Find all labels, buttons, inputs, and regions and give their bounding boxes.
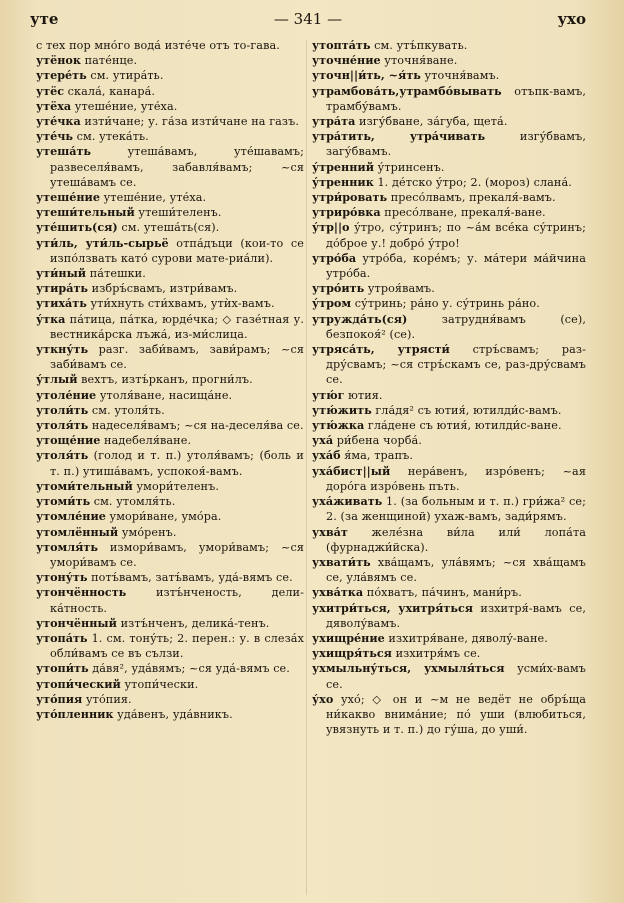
dictionary-entry: [36, 38, 304, 53]
entry-headword: утомле́ние: [36, 509, 106, 524]
entry-definition: 1. (за больным и т. п.) гри́жа² се; 2. (за женщиной) ухаж-вамъ, зади́рямъ.: [326, 495, 586, 524]
entry-definition: измори́вамъ, умори́вамъ; ~ся умори́вамъ се.: [50, 540, 304, 569]
dictionary-entry: [312, 220, 586, 250]
dictionary-entry: [312, 388, 586, 403]
entry-headword: утеша́ть: [36, 144, 92, 159]
entry-definition: надеселя́вамъ; ~ся на-деселя́ва се.: [88, 419, 304, 433]
entry-definition: нера́венъ, изро́венъ; ~ая доро́га изро́вень пъть.: [326, 464, 586, 493]
entry-definition: пате́нце.: [80, 54, 138, 68]
entry-definition: ухо́; ◇ он и ~м не ведёт не обръ́ща ни́какво внима́ние; по́ уши (влюбиться, увязнуть и т. п.) до гу́ша, до уши́.: [326, 692, 586, 737]
entry-definition: пресо́лване, прекаля́-ване.: [380, 206, 546, 220]
running-header: [30, 10, 586, 32]
entry-headword: утри́ровать: [312, 190, 388, 205]
entry-definition: изхитря́ване, дяволу́-ване.: [384, 631, 548, 645]
dictionary-entry: [36, 281, 304, 296]
entry-headword: утряса́ть, утрясти́: [312, 342, 450, 357]
entry-headword: ухмыльну́ться, ухмыля́ться: [312, 661, 505, 676]
entry-headword: утоще́ние: [36, 433, 101, 448]
dictionary-entry: [36, 661, 304, 676]
dictionary-entry: [312, 555, 586, 585]
dictionary-entry: [312, 68, 586, 83]
dictionary-entry: [36, 525, 304, 540]
entry-definition: уточня́ване.: [380, 54, 458, 68]
entry-definition: па́тица, па́тка, юрде́чка; ◇ газе́тная у. вестника́рска лъжа́, из-ми́слица.: [50, 312, 304, 341]
entry-headword: утеши́тельный: [36, 205, 135, 220]
dictionary-entry: [312, 464, 586, 494]
entry-headword: ути́ль, ути́ль-сырьё: [36, 235, 169, 250]
entry-headword: утёха: [36, 98, 72, 113]
entry-definition: утеша́вамъ, уте́шавамъ; развеселя́вамъ, забавля́вамъ; ~ся утеша́вамъ се.: [50, 145, 304, 189]
entry-definition: да́вя², уда́вямъ; ~ся уда́-вямъ се.: [88, 662, 290, 676]
dictionary-entry: [36, 479, 304, 494]
dictionary-entry: [312, 661, 586, 691]
entry-headword: утончённый: [36, 615, 117, 630]
entry-headword: утомлённый: [36, 524, 119, 539]
dictionary-entry: [312, 342, 586, 388]
entry-headword: утриро́вка: [312, 205, 381, 220]
entry-definition: усми́х-вамъ се.: [326, 662, 586, 691]
entry-headword: уха́бист||ый: [312, 463, 391, 478]
dictionary-entry: [36, 266, 304, 281]
dictionary-entry: [312, 114, 586, 129]
dictionary-entry: [312, 175, 586, 190]
entry-definition: утоля́ване, насища́не.: [96, 388, 233, 402]
dictionary-entry: [36, 372, 304, 387]
entry-headword: у́тлый: [36, 372, 78, 387]
entry-definition: изтъ́нченъ, делика́-тенъ.: [116, 616, 270, 630]
entry-headword: утере́ть: [36, 68, 87, 83]
entry-definition: изти́чане; у. га́за изти́чане на газъ.: [80, 115, 300, 129]
dictionary-entry: [36, 84, 304, 99]
dictionary-entry: [312, 84, 586, 114]
entry-definition: см. утека́ть.: [73, 130, 149, 144]
dictionary-entry: [36, 677, 304, 692]
dictionary-entry: [36, 190, 304, 205]
dictionary-entry: [36, 342, 304, 372]
dictionary-entry: [312, 312, 586, 342]
entry-definition: избръ́свамъ, изтри́вамъ.: [88, 282, 238, 296]
entry-headword: утра́тить, утра́чивать: [312, 129, 486, 144]
dictionary-entry: [36, 509, 304, 524]
dictionary-entry: [312, 251, 586, 281]
dictionary-entry: [36, 99, 304, 114]
column-divider: [306, 40, 307, 895]
entry-definition: утеше́ние, уте́ха.: [99, 191, 207, 205]
entry-headword: утро́ба: [312, 250, 357, 265]
dictionary-entry: [312, 525, 586, 555]
entry-headword: ухва́т: [312, 524, 348, 539]
entry-headword: уте́чь: [36, 129, 73, 144]
entry-definition: ютия.: [344, 388, 383, 402]
entry-definition: изхитря́-вамъ се, дяволу́вамъ.: [326, 601, 586, 630]
entry-definition: изгу́бване, за́губа, щета́.: [355, 115, 508, 129]
entry-definition: см. утеша́ть(ся).: [117, 221, 220, 235]
entry-definition: уто́пия.: [82, 692, 132, 706]
entry-headword: утю́жить: [312, 402, 372, 417]
entry-definition: см. утоля́ть.: [88, 403, 165, 417]
entry-headword: утопта́ть: [312, 38, 371, 52]
entry-headword: утоми́ть: [36, 494, 91, 509]
entry-headword: утра́та: [312, 114, 356, 129]
entry-definition: стръ́свамъ; раз-дру́свамъ; ~ся стръ́скамъ се, раз-дру́свамъ се.: [326, 343, 586, 387]
dictionary-entry: [312, 129, 586, 159]
dictionary-entry: [36, 585, 304, 615]
entry-definition: хва́щамъ, ула́вямъ; ~ся хва́щамъ се, ула́вямъ се.: [326, 555, 586, 585]
entry-definition: гла́дя² съ ютия́, ютилди́с-вамъ.: [371, 403, 562, 417]
dictionary-entry: [36, 540, 304, 570]
entry-definition: утопи́чески.: [120, 677, 199, 691]
dictionary-entry: [312, 418, 586, 433]
dictionary-entry: [36, 707, 304, 722]
dictionary-entry: [36, 692, 304, 707]
entry-definition: умо́ренъ.: [118, 525, 177, 539]
entry-headword: утружда́ть(ся): [312, 311, 408, 326]
entry-headword: утоми́тельный: [36, 478, 133, 493]
dictionary-entry: [36, 114, 304, 129]
entry-headword: ухищря́ться: [312, 646, 392, 661]
dictionary-entry: [36, 494, 304, 509]
entry-headword: ухва́тка: [312, 585, 364, 600]
entry-headword: уто́пленник: [36, 706, 114, 721]
dictionary-entry: [36, 236, 304, 266]
entry-headword: у́тренний: [312, 159, 375, 174]
entry-headword: утёнок: [36, 53, 81, 68]
entry-headword: уте́чка: [36, 114, 81, 129]
entry-definition: см. утомля́ть.: [90, 495, 176, 509]
entry-definition: скала́, канара́.: [64, 84, 156, 98]
dictionary-entry: [312, 205, 586, 220]
entry-definition: утеше́ние, уте́ха.: [71, 99, 178, 113]
dictionary-entry: [312, 601, 586, 631]
entry-headword: у́тр||о: [312, 220, 350, 235]
entry-headword: у́хо: [312, 691, 334, 706]
dictionary-entry: [312, 296, 586, 311]
entry-headword: утро́ить: [312, 281, 365, 296]
entry-definition: изгу́бвамъ, загу́бвамъ.: [326, 130, 586, 159]
dictionary-entry: [36, 129, 304, 144]
entry-headword: у́тка: [36, 311, 66, 326]
entry-definition: пресо́лвамъ, прекаля́-вамъ.: [387, 191, 556, 205]
dictionary-entry: [312, 190, 586, 205]
entry-headword: утю́г: [312, 387, 345, 402]
entry-headword: у́тренник: [312, 174, 374, 189]
entry-definition: я́ма, трапъ.: [340, 449, 413, 463]
dictionary-entry: [36, 68, 304, 83]
entry-definition: утеши́теленъ.: [134, 206, 222, 220]
entry-headword: утоле́ние: [36, 387, 97, 402]
entry-definition: ри́бена чорба́.: [333, 434, 422, 448]
entry-headword: утопи́ческий: [36, 676, 121, 691]
entry-headword: утира́ть: [36, 281, 88, 296]
entry-definition: см. утъ́пкувать.: [370, 39, 468, 52]
entry-headword: уха́: [312, 433, 334, 448]
entry-headword: уха́живать: [312, 494, 383, 509]
entry-definition: (голод и т. п.) утоля́вамъ; (боль и т. п.) утиша́вамъ, успокоя́-вамъ.: [50, 449, 304, 478]
entry-definition: желе́зна ви́ла или́ лопа́та (фурнаджи́йска).: [326, 525, 586, 554]
header-right-guide-word: ухо: [557, 10, 586, 28]
dictionary-entry: [312, 585, 586, 600]
dictionary-entry: [312, 160, 586, 175]
entry-definition: 1. см. тону́ть; 2. перен.: у. в слеза́х обли́вамъ се въ сълзи.: [50, 631, 304, 661]
entry-definition: вехтъ, изтъ́рканъ, прогни́лъ.: [77, 373, 253, 387]
dictionary-entry: [312, 646, 586, 661]
dictionary-entry: [36, 616, 304, 631]
entry-headword: утиха́ть: [36, 296, 87, 311]
entry-definition: па́тешки.: [86, 267, 146, 281]
entry-headword: у́тром: [312, 296, 352, 311]
dictionary-entry: [36, 418, 304, 433]
entry-definition: у́тринсенъ.: [374, 160, 445, 174]
entry-definition: надебеля́ване.: [100, 434, 192, 448]
dictionary-entry: [36, 205, 304, 220]
entry-definition: су́тринь; ра́но у. су́тринь ра́но.: [351, 297, 540, 311]
entry-headword: утрамбова́ть,утрамбо́вывать: [312, 83, 502, 98]
dictionary-entry: [36, 570, 304, 585]
entry-definition: разг. заби́вамъ, зави́рамъ; ~ся заби́вамъ се.: [50, 343, 304, 372]
entry-headword: утончённость: [36, 585, 127, 600]
entry-headword: утомля́ть: [36, 539, 98, 554]
page-number: — 341 —: [273, 10, 343, 28]
header-left-guide-word: уте: [30, 10, 59, 28]
entry-definition: умори́теленъ.: [132, 479, 219, 493]
entry-headword: утопа́ть: [36, 630, 88, 645]
entry-definition: утро́ба, коре́мъ; у. ма́тери ма́йчина утро́ба.: [326, 251, 586, 281]
dictionary-entry: [36, 296, 304, 311]
entry-definition: уточня́вамъ.: [420, 69, 500, 83]
dictionary-entry: [312, 53, 586, 68]
dictionary-entry: [312, 433, 586, 448]
entry-headword: уточн||и́ть, ~я́ть: [312, 68, 421, 83]
dictionary-entry: [36, 53, 304, 68]
entry-definition: уда́венъ, уда́вникъ.: [113, 707, 233, 721]
entry-definition: отъпк-вамъ, трамбу́вамъ.: [326, 84, 586, 113]
entry-definition: ути́хнуть сти́хвамъ, утѝх-вамъ.: [86, 297, 275, 311]
dictionary-entry: [36, 144, 304, 190]
entry-definition: отпа́дъци (кои-то се изпо́лзвать като́ сурови мате-риа́ли).: [50, 236, 304, 265]
entry-headword: ухищре́ние: [312, 630, 385, 645]
dictionary-entry: [36, 312, 304, 342]
dictionary-entry: [312, 494, 586, 524]
right-column: [312, 38, 586, 737]
entry-headword: ухвати́ть: [312, 554, 371, 569]
entry-headword: утоля́ть: [36, 418, 89, 433]
entry-definition: по́хватъ, па́чинъ, мани́ръ.: [363, 586, 522, 600]
entry-headword: уто́пия: [36, 691, 83, 706]
entry-headword: утю́жка: [312, 418, 365, 433]
entry-definition: гла́дене съ ютия́, ютилди́с-ване.: [364, 419, 562, 433]
entry-definition: утроя́вамъ.: [364, 282, 435, 296]
dictionary-entry: [312, 692, 586, 738]
entry-headword: утеше́ние: [36, 190, 100, 205]
dictionary-entry: [312, 631, 586, 646]
entry-headword: уточне́ние: [312, 53, 381, 68]
dictionary-entry: [312, 38, 586, 53]
dictionary-entry: [36, 388, 304, 403]
dictionary-entry: [36, 631, 304, 661]
dictionary-entry: [36, 448, 304, 478]
entry-headword: утёс: [36, 83, 65, 98]
entry-headword: утоли́ть: [36, 402, 89, 417]
entry-definition: см. утира́ть.: [86, 69, 164, 83]
dictionary-entry: [312, 403, 586, 418]
dictionary-entry: [36, 220, 304, 235]
entry-definition: затрудня́вамъ (се), безпокоя́² (се).: [326, 312, 586, 341]
entry-definition: 1. де́тско у́тро; 2. (мороз) слана́.: [373, 175, 572, 189]
entry-headword: утону́ть: [36, 570, 88, 585]
entry-headword: утоля́ть: [36, 448, 89, 463]
entry-headword: уте́шить(ся): [36, 220, 118, 235]
left-column: [36, 38, 304, 722]
entry-headword: ути́ный: [36, 266, 87, 281]
entry-definition: у́тро, су́тринъ; по ~а́м все́кa су́тринъ; до́брое у.! добро́ у́тро!: [326, 221, 586, 250]
dictionary-entry: [36, 433, 304, 448]
dictionary-entry: [36, 403, 304, 418]
entry-headword: уха́б: [312, 448, 341, 463]
entry-definition: потъ́вамъ, затъ́вамъ, уда́-вямъ се.: [87, 571, 293, 585]
entry-headword: уткну́ть: [36, 342, 89, 357]
entry-headword: ухитри́ться, ухитря́ться: [312, 600, 474, 615]
entry-definition: изхитря́мъ се.: [391, 647, 481, 661]
entry-definition: с тех пор мно́го вода́ изте́че отъ то-гава.: [36, 39, 280, 52]
entry-definition: умори́ване, умо́ра.: [105, 510, 222, 524]
dictionary-entry: [312, 281, 586, 296]
entry-definition: изтъ́нченость, дели-ка́тность.: [50, 586, 304, 615]
dictionary-entry: [312, 448, 586, 463]
entry-headword: утопи́ть: [36, 661, 89, 676]
